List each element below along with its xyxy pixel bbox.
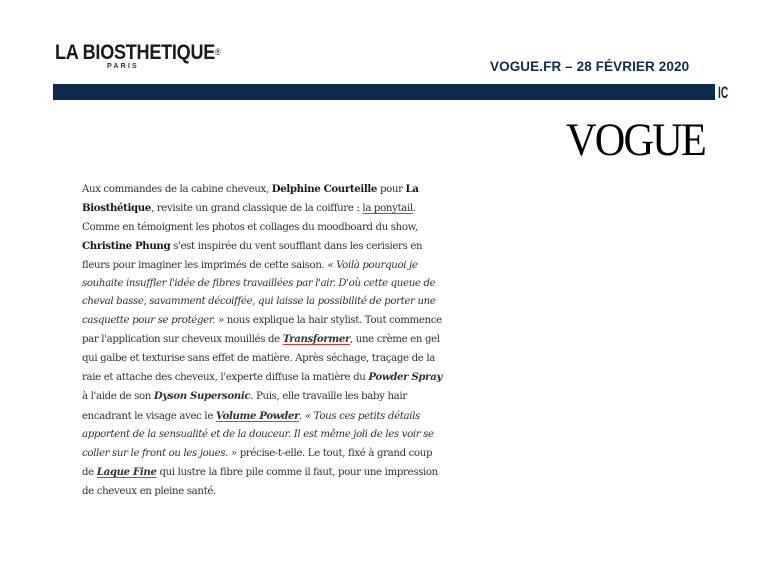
- text: Aux commandes de la cabine cheveux,: [82, 184, 272, 195]
- brand-name: La Biosthétique: [82, 183, 419, 215]
- product-powder-spray: Powder Spray: [368, 371, 443, 384]
- publication-logo: VOGUE: [566, 114, 706, 166]
- quote: « Tous ces petits détails apportent de la sensualité et de la douceur. Il est même joli de les voir se coller sur le front ou les joues. »: [82, 410, 434, 459]
- text: .: [299, 410, 305, 422]
- text: . Comme en témoignent les photos et collages du moodboard du show,: [82, 203, 418, 233]
- person-name: Christine Phung: [82, 240, 171, 253]
- text: , une crème en gel qui galbe et texturise sans effet de matière. Après séchage, traçage de la raie et attache des cheveux, l'experte diffuse la matière du: [82, 334, 440, 384]
- quote: « Voilà pourquoi je souhaite insuffler l'idée de fibres travaillées par l'air. D'où cette queue de cheval basse, savamment décoiffée, qui laisse la possibilité de porter une casquette pour se protéger. »: [82, 259, 436, 326]
- bar-tag: IC: [718, 83, 729, 102]
- person-name: Delphine Courteille: [271, 183, 378, 195]
- text: , revisite un grand classique de la coiffure :: [151, 203, 363, 215]
- text: . Puis, elle travaille les baby hair encadrant le visage avec le: [82, 391, 407, 422]
- text: à l'aide de son: [82, 391, 154, 403]
- product-link-laque-fine[interactable]: Laque Fine: [96, 466, 157, 479]
- text: nous explique la hair stylist. Tout commence par l'application sur cheveux mouillés de: [82, 314, 442, 346]
- text: pour: [377, 184, 406, 195]
- article-body: [82, 180, 442, 501]
- text: s'est inspirée du vent soufflant dans les cerisiers en fleurs pour imaginer les imprimés de cette saison.: [82, 241, 423, 271]
- header-bar: [53, 84, 715, 100]
- brand-name: LA BIOSTHETIQUE: [55, 41, 216, 64]
- ponytail-link[interactable]: la ponytail: [362, 203, 413, 215]
- text: qui lustre la fibre pile comme il faut, pour une impression de cheveux en pleine santé.: [82, 467, 438, 497]
- text: précise-t-elle. Le tout, fixé à grand coup de: [82, 447, 433, 479]
- product-dyson-supersonic: Dyson Supersonic: [153, 390, 251, 403]
- source-date: VOGUE.FR – 28 FÉVRIER 2020: [490, 59, 690, 74]
- brand-subtitle: PARIS: [107, 63, 139, 70]
- registered-mark: ®: [215, 47, 221, 57]
- product-link-transformer[interactable]: Transformer: [282, 333, 350, 346]
- brand-logo: [55, 41, 247, 70]
- product-link-volume-powder[interactable]: Volume Powder: [215, 409, 300, 422]
